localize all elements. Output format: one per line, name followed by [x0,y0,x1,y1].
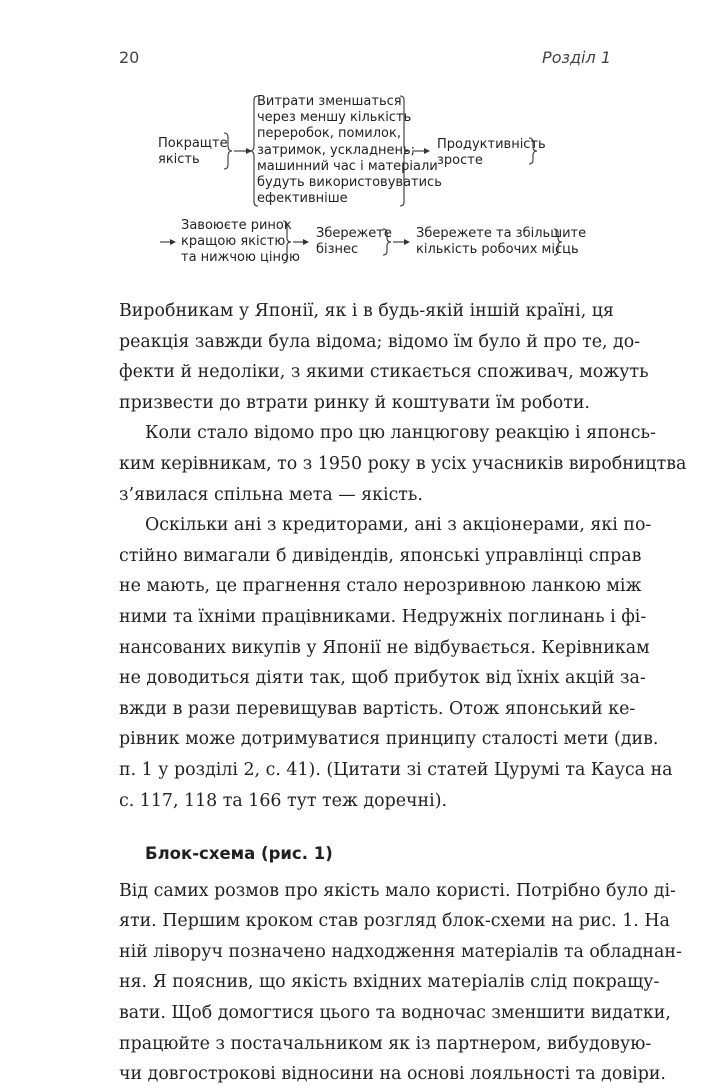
flow-diagram [0,0,724,280]
paragraph [119,418,687,510]
text-line: фекти й недоліки, з якими стикається споживач, можуть [119,362,649,383]
box-line: машинний час і матеріали [257,158,438,174]
paragraph [119,296,649,418]
text-line: призвести до втрати ринку й коштувати їм роботи. [119,392,590,413]
box-line: затримок, ускладнень; [257,142,416,158]
box-costs-decrease [257,94,442,207]
text-line: вати. Щоб домогтися цього та водночас зменшити видатки, [119,1003,671,1024]
box-line: Покращте [158,136,228,151]
paragraph [119,510,673,816]
box-productivity [437,137,546,169]
text-line: с. 117, 118 та 166 тут теж доречні). [119,790,448,811]
text-line: Коли стало відомо про цю ланцюгову реакцію і японсь- [145,423,656,444]
box-stay-in-business [316,226,392,258]
arrowhead-icon [404,239,410,245]
section-subheading: Блок-схема (рис. 1) [145,844,333,864]
box-capture-market [181,218,300,267]
box-line: переробок, помилок, [257,126,401,142]
box-more-jobs [416,226,586,258]
text-line: Виробникам у Японії, як і в будь-якій іншій країні, ця [119,301,614,321]
box-improve-quality [158,136,228,168]
text-line: п. 1 у розділі 2, с. 41). (Цитати зі статей Цурумі та Кауса на [119,759,673,780]
box-line: кількість робочих місць [416,242,579,258]
box-line: Витрати зменшаться [257,94,402,109]
text-line: ними та їхніми працівниками. Недружніх поглинань і фі- [119,606,647,627]
box-line: якість [158,152,200,168]
paragraph [119,876,682,1090]
text-line: стійно вимагали б дивідендів, японські управлінці справ [119,545,642,566]
text-line: Від самих розмов про якість мало користі. Потрібно було ді- [119,880,676,901]
arrowhead-icon [170,239,176,245]
text-line: ній ліворуч позначено надходження матеріалів та обладнан- [119,941,682,962]
text-line: ня. Я пояснив, що якість вхідних матеріалів слід покращу- [119,972,660,993]
arrowhead-icon [246,148,252,154]
arrowhead-icon [303,239,309,245]
box-line: Збережете [316,226,392,241]
box-line: Продуктивність [437,137,546,152]
box-line: кращою якістю [181,234,286,250]
text-line: не мають, це прагнення стало нерозривною ланкою між [119,576,642,597]
box-line: Завоюєте ринок [181,218,292,233]
text-line: не доводиться діяти так, щоб прибуток від їхніх акцій за- [119,668,646,689]
text-line: працюйте з постачальником як із партнером, вибудовую- [119,1033,652,1054]
box-line: зросте [437,153,483,169]
text-line: рівник може дотримуватися принципу сталості мети (див. [119,729,659,750]
text-line: ким керівникам, то з 1950 року в усіх учасників виробництва [119,453,687,474]
text-line: яти. Першим кроком став розгляд блок-схеми на рис. 1. На [119,911,670,932]
text-line: вжди в рази перевищував вартість. Отож японський ке- [119,698,636,719]
text-line: нансованих викупів у Японії не відбувається. Керівникам [119,637,650,658]
box-line: через меншу кількість [257,110,412,126]
text-line: Оскільки ані з кредиторами, ані з акціонерами, які по- [145,515,652,536]
article-body [119,296,687,1090]
text-line: з’явилася спільна мета — якість. [119,484,423,505]
box-line: будуть використовуватись [257,175,442,191]
text-line: чи довгострокові відносини на основі лояльності та довіри. [119,1064,666,1085]
text-line: реакція завжди була відома; відомо їм було й про те, до- [119,331,641,352]
running-head: Розділ 1 [542,48,611,67]
box-line: Збережете та збільшите [416,226,587,241]
box-line: бізнес [316,242,359,258]
box-line: ефективніше [257,191,348,207]
page-number: 20 [119,48,140,67]
box-line: та нижчою ціною [181,250,300,266]
